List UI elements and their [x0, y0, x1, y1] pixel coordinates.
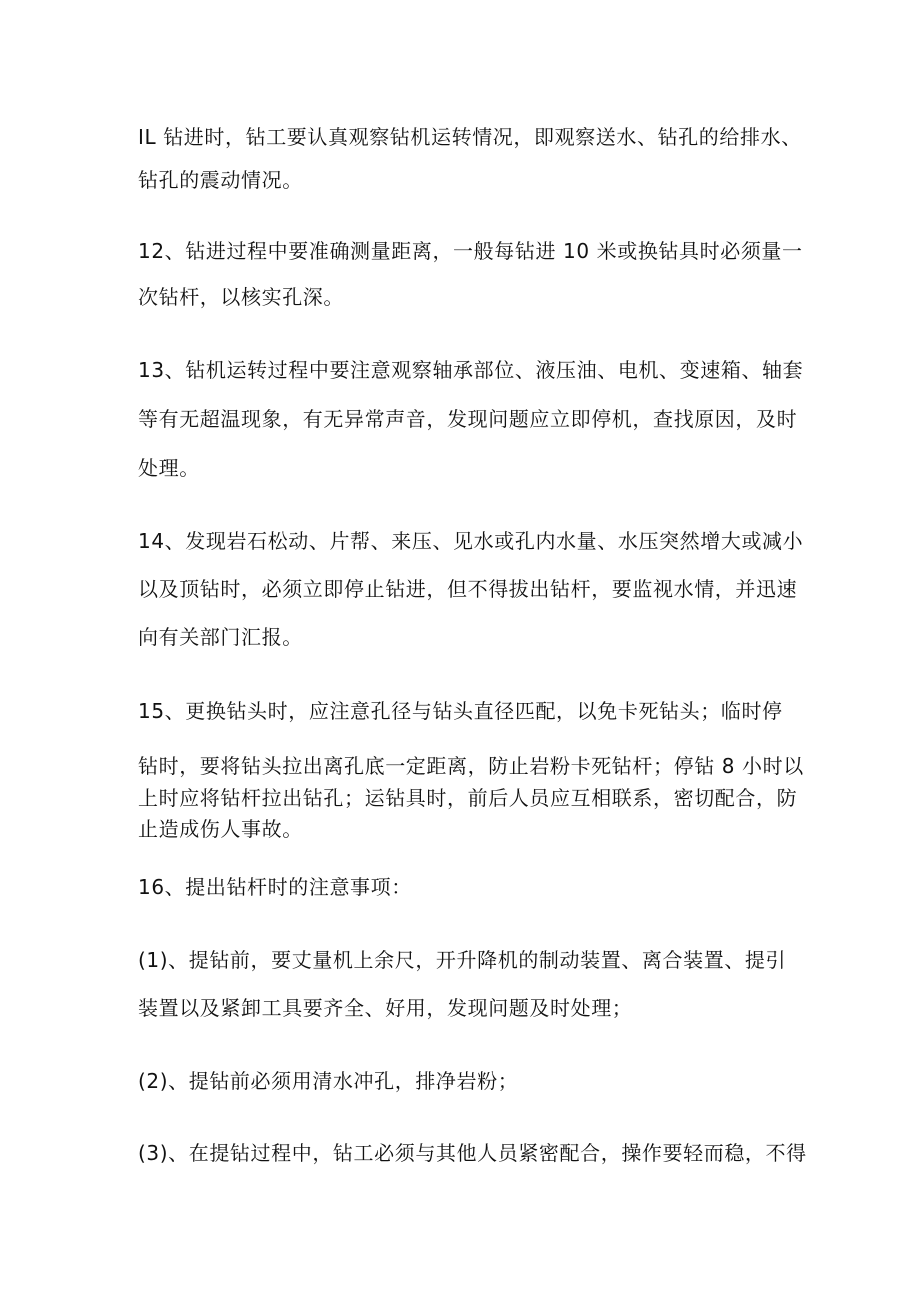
paragraph-5-line-1: 15、更换钻头时，应注意孔径与钻头直径匹配，以免卡死钻头；临时停: [138, 699, 783, 723]
paragraph-7-line-2: 装置以及紧卸工具要齐全、好用，发现问题及时处理；: [138, 996, 633, 1020]
paragraph-5-line-4: 止造成伤人事故。: [138, 817, 303, 841]
paragraph-1-line-1: IL 钻进时，钻工要认真观察钻机运转情况，即观察送水、钻孔的给排水、: [138, 125, 802, 149]
paragraph-2-line-2: 次钻杆，以核实孔深。: [138, 285, 344, 309]
paragraph-4-line-1: 14、发现岩石松动、片帮、来压、见水或孔内水量、水压突然增大或减小: [138, 529, 804, 553]
paragraph-4-line-3: 向有关部门汇报。: [138, 625, 303, 649]
paragraph-7-line-1: (1)、提钻前，要丈量机上余尺，开升降机的制动装置、离合装置、提引: [138, 948, 787, 972]
paragraph-1-line-2: 钻孔的震动情况。: [138, 168, 303, 192]
paragraph-4-line-2: 以及顶钻时，必须立即停止钻进，但不得拔出钻杆，要监视水情，并迅速: [138, 577, 798, 601]
paragraph-8-line-1: (2)、提钻前必须用清水冲孔，排净岩粉；: [138, 1069, 519, 1093]
paragraph-2-line-1: 12、钻进过程中要准确测量距离，一般每钻进 10 米或换钻具时必须量一: [138, 239, 803, 263]
paragraph-3-line-3: 处理。: [138, 456, 200, 480]
paragraph-5-line-3: 上时应将钻杆拉出钻孔；运钻具时，前后人员应互相联系，密切配合，防: [138, 786, 798, 810]
paragraph-3-line-2: 等有无超温现象，有无异常声音，发现问题应立即停机，查找原因，及时: [138, 407, 798, 431]
paragraph-6-line-1: 16、提出钻杆时的注意事项：: [138, 875, 412, 899]
paragraph-3-line-1: 13、钻机运转过程中要注意观察轴承部位、液压油、电机、变速箱、轴套: [138, 358, 804, 382]
paragraph-5-line-2: 钻时，要将钻头拉出离孔底一定距离，防止岩粉卡死钻杆；停钻 8 小时以: [138, 754, 804, 778]
paragraph-9-line-1: (3)、在提钻过程中，钻工必须与其他人员紧密配合，操作要轻而稳，不得: [138, 1141, 807, 1165]
